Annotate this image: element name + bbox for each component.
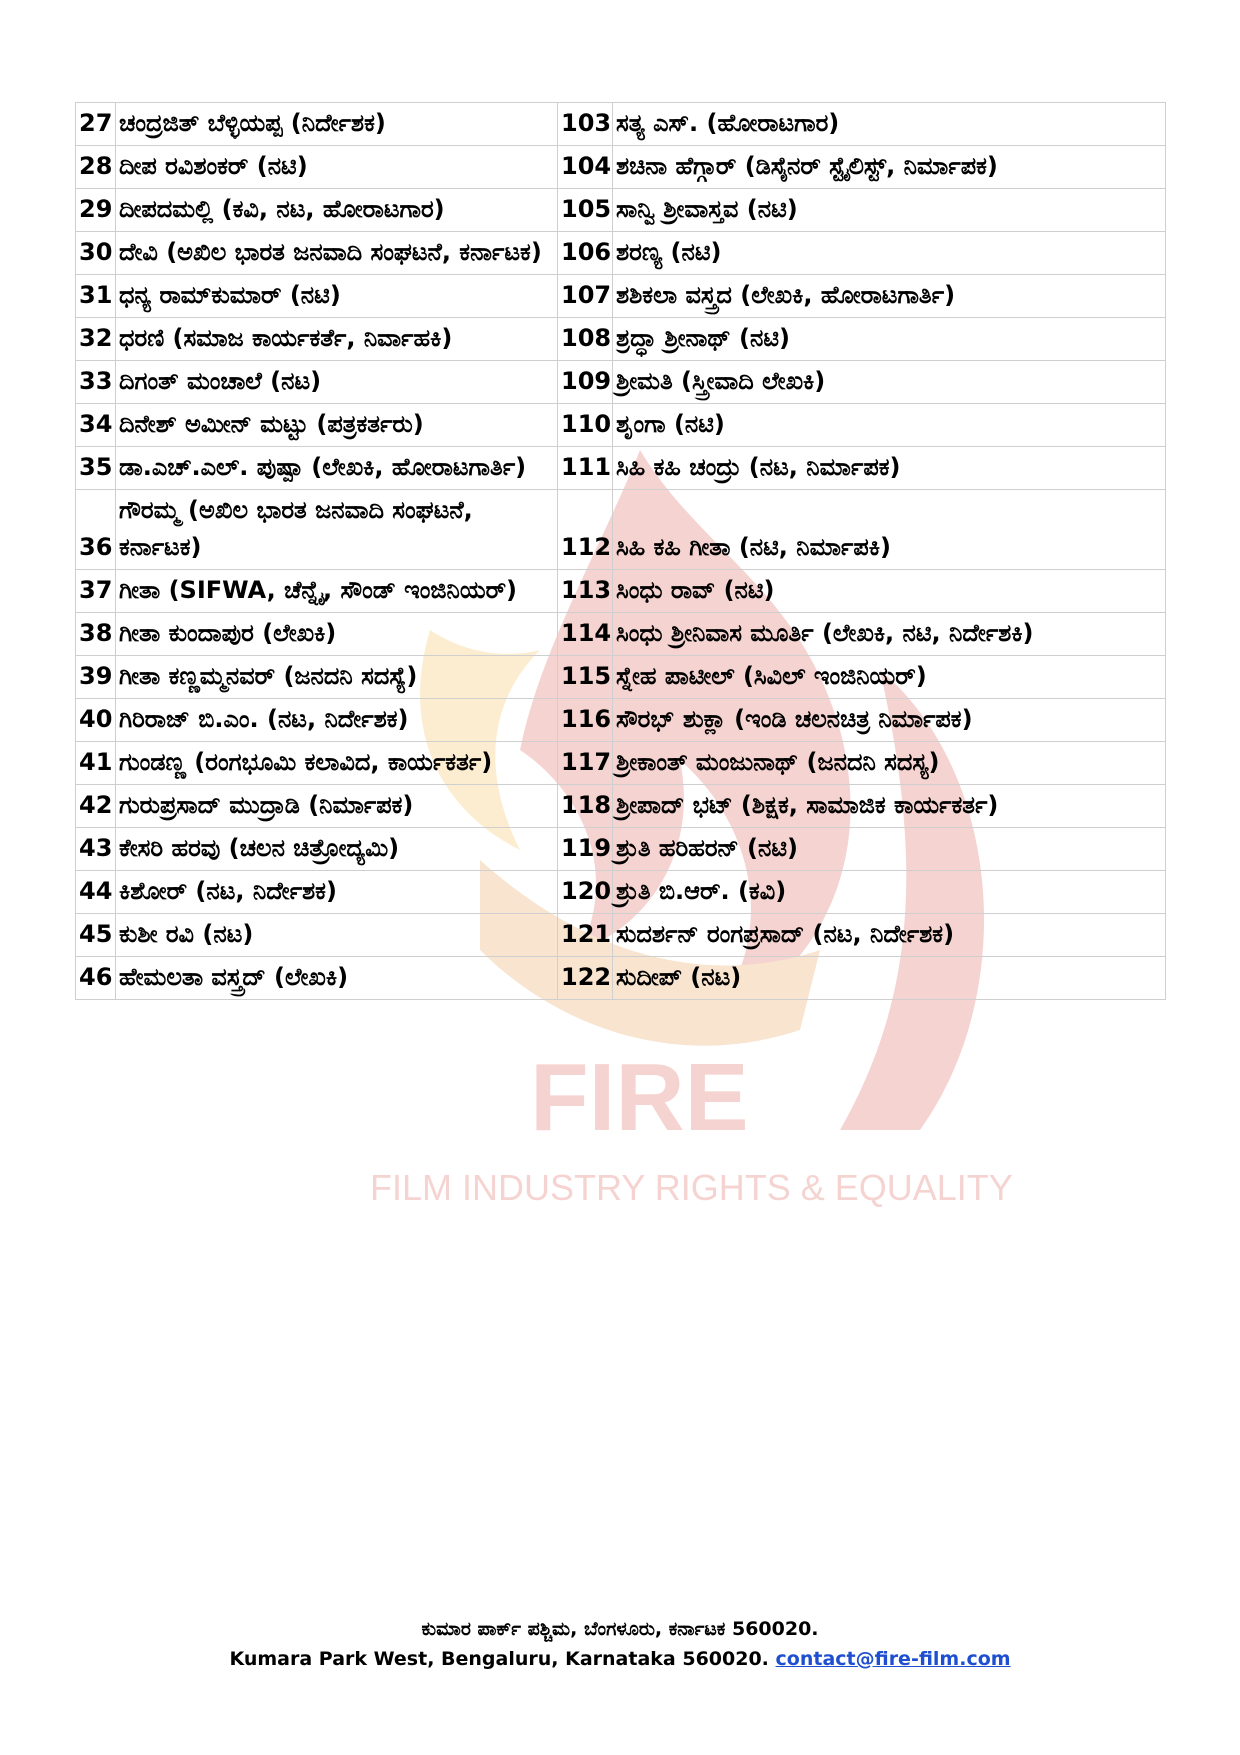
signatories-table-body (76, 103, 1166, 1000)
name-right: ಶ್ರೀಕಾಂತ್ ಮಂಜುನಾಥ್ (ಜನದನಿ ಸದಸ್ಯ) (613, 742, 1166, 785)
row-number-left: 29 (76, 189, 116, 232)
row-number-right: 109 (558, 361, 613, 404)
name-left: ದಿನೇಶ್ ಅಮೀನ್ ಮಟ್ಟು (ಪತ್ರಕರ್ತರು) (116, 404, 558, 447)
row-number-left: 32 (76, 318, 116, 361)
name-right: ಸಿಹಿ ಕಹಿ ಗೀತಾ (ನಟಿ, ನಿರ್ಮಾಪಕಿ) (613, 490, 1166, 570)
watermark-brand-text: FIRE (530, 1044, 749, 1151)
name-right: ಸತ್ಯ ಎಸ್. (ಹೋರಾಟಗಾರ) (613, 103, 1166, 146)
row-number-left: 31 (76, 275, 116, 318)
row-number-right: 121 (558, 914, 613, 957)
name-right: ಸಿಂಧು ಶ್ರೀನಿವಾಸ ಮೂರ್ತಿ (ಲೇಖಕಿ, ನಟಿ, ನಿರ್ದೇಶಕಿ) (613, 613, 1166, 656)
row-number-right: 118 (558, 785, 613, 828)
table-row (76, 699, 1166, 742)
name-left: ಗೀತಾ (SIFWA, ಚೆನ್ನೈ, ಸೌಂಡ್ ಇಂಜಿನಿಯರ್) (116, 570, 558, 613)
row-number-left: 41 (76, 742, 116, 785)
table-row (76, 656, 1166, 699)
name-left: ಕುಶೀ ರವಿ (ನಟ) (116, 914, 558, 957)
table-row (76, 742, 1166, 785)
name-right: ಸಾನ್ವಿ ಶ್ರೀವಾಸ್ತವ (ನಟಿ) (613, 189, 1166, 232)
row-number-right: 115 (558, 656, 613, 699)
table-row (76, 232, 1166, 275)
name-right: ಸೌರಭ್ ಶುಕ್ಲಾ (ಇಂಡಿ ಚಲನಚಿತ್ರ ನಿರ್ಮಾಪಕ) (613, 699, 1166, 742)
row-number-right: 112 (558, 490, 613, 570)
name-left: ಕೇಸರಿ ಹರವು (ಚಲನ ಚಿತ್ರೋದ್ಯಮಿ) (116, 828, 558, 871)
name-right: ಸಿಂಧು ರಾವ್ (ನಟಿ) (613, 570, 1166, 613)
table-row (76, 828, 1166, 871)
name-right: ಸುದರ್ಶನ್ ರಂಗಪ್ರಸಾದ್ (ನಟ, ನಿರ್ದೇಶಕ) (613, 914, 1166, 957)
name-right: ಶ್ರುತಿ ಬಿ.ಆರ್. (ಕವಿ) (613, 871, 1166, 914)
table-row (76, 570, 1166, 613)
name-left: ಗೀತಾ ಕುಂದಾಪುರ (ಲೇಖಕಿ) (116, 613, 558, 656)
row-number-right: 120 (558, 871, 613, 914)
row-number-right: 105 (558, 189, 613, 232)
name-left: ದೇವಿ (ಅಖಿಲ ಭಾರತ ಜನವಾದಿ ಸಂಘಟನೆ, ಕರ್ನಾಟಕ) (116, 232, 558, 275)
name-left: ಗುರುಪ್ರಸಾದ್ ಮುದ್ರಾಡಿ (ನಿರ್ಮಾಪಕ) (116, 785, 558, 828)
row-number-right: 119 (558, 828, 613, 871)
name-left: ಗುಂಡಣ್ಣ (ರಂಗಭೂಮಿ ಕಲಾವಿದ, ಕಾರ್ಯಕರ್ತ) (116, 742, 558, 785)
name-left: ಹೇಮಲತಾ ವಸ್ತ್ರದ್ (ಲೇಖಕಿ) (116, 957, 558, 1000)
row-number-left: 46 (76, 957, 116, 1000)
row-number-left: 36 (76, 490, 116, 570)
table-row (76, 146, 1166, 189)
footer-address-text: Kumara Park West, Bengaluru, Karnataka 560020. (229, 1648, 769, 1670)
row-number-right: 114 (558, 613, 613, 656)
name-left: ಗಿರಿರಾಜ್ ಬಿ.ಎಂ. (ನಟ, ನಿರ್ದೇಶಕ) (116, 699, 558, 742)
name-left: ಚಂದ್ರಜಿತ್ ಬೆಳ್ಳಿಯಪ್ಪ (ನಿರ್ದೇಶಕ) (116, 103, 558, 146)
table-row (76, 189, 1166, 232)
name-right: ಸುದೀಪ್ (ನಟ) (613, 957, 1166, 1000)
name-left: ಡಾ.ಎಚ್.ಎಲ್. ಪುಷ್ಪಾ (ಲೇಖಕಿ, ಹೋರಾಟಗಾರ್ತಿ) (116, 447, 558, 490)
row-number-right: 106 (558, 232, 613, 275)
name-right: ಶೃಂಗಾ (ನಟಿ) (613, 404, 1166, 447)
table-row (76, 914, 1166, 957)
contact-email-link[interactable]: contact@fire-film.com (775, 1648, 1011, 1670)
table-row (76, 404, 1166, 447)
table-row (76, 957, 1166, 1000)
row-number-left: 33 (76, 361, 116, 404)
row-number-right: 116 (558, 699, 613, 742)
row-number-left: 43 (76, 828, 116, 871)
row-number-left: 30 (76, 232, 116, 275)
name-right: ಶ್ರದ್ಧಾ ಶ್ರೀನಾಥ್ (ನಟಿ) (613, 318, 1166, 361)
name-right: ಶ್ರೀಮತಿ (ಸ್ತ್ರೀವಾದಿ ಲೇಖಕಿ) (613, 361, 1166, 404)
row-number-right: 108 (558, 318, 613, 361)
table-row (76, 318, 1166, 361)
table-row (76, 871, 1166, 914)
row-number-right: 122 (558, 957, 613, 1000)
name-right: ಶಚಿನಾ ಹೆಗ್ಗಾರ್ (ಡಿಸೈನರ್ ಸ್ಟೈಲಿಸ್ಟ್, ನಿರ್ಮಾಪಕ) (613, 146, 1166, 189)
name-left: ಧರಣಿ (ಸಮಾಜ ಕಾರ್ಯಕರ್ತೆ, ನಿರ್ವಾಹಕಿ) (116, 318, 558, 361)
table-row (76, 103, 1166, 146)
name-left: ಗೌರಮ್ಮ (ಅಖಿಲ ಭಾರತ ಜನವಾದಿ ಸಂಘಟನೆ, ಕರ್ನಾಟಕ) (116, 490, 558, 570)
table-row (76, 613, 1166, 656)
table-row (76, 490, 1166, 570)
row-number-left: 27 (76, 103, 116, 146)
table-row (76, 785, 1166, 828)
row-number-left: 34 (76, 404, 116, 447)
name-left: ದಿಗಂತ್ ಮಂಚಾಲೆ (ನಟ) (116, 361, 558, 404)
table-row (76, 361, 1166, 404)
row-number-left: 45 (76, 914, 116, 957)
row-number-left: 39 (76, 656, 116, 699)
row-number-left: 44 (76, 871, 116, 914)
name-left: ದೀಪ ರವಿಶಂಕರ್ (ನಟಿ) (116, 146, 558, 189)
row-number-right: 107 (558, 275, 613, 318)
name-right: ಶರಣ್ಯ (ನಟಿ) (613, 232, 1166, 275)
row-number-left: 40 (76, 699, 116, 742)
name-left: ಕಿಶೋರ್ (ನಟ, ನಿರ್ದೇಶಕ) (116, 871, 558, 914)
row-number-right: 103 (558, 103, 613, 146)
name-left: ದೀಪದಮಲ್ಲಿ (ಕವಿ, ನಟ, ಹೋರಾಟಗಾರ) (116, 189, 558, 232)
name-right: ಶ್ರೀಪಾದ್ ಭಟ್ (ಶಿಕ್ಷಕ, ಸಾಮಾಜಿಕ ಕಾರ್ಯಕರ್ತ) (613, 785, 1166, 828)
row-number-right: 110 (558, 404, 613, 447)
footer-address-kannada: ಕುಮಾರ ಪಾರ್ಕ್ ಪಶ್ಚಿಮ, ಬೆಂಗಳೂರು, ಕರ್ನಾಟಕ 560020. (421, 1618, 819, 1640)
watermark-tagline: FILM INDUSTRY RIGHTS & EQUALITY (370, 1167, 1013, 1208)
row-number-right: 113 (558, 570, 613, 613)
table-row (76, 447, 1166, 490)
table-row (76, 275, 1166, 318)
row-number-left: 28 (76, 146, 116, 189)
row-number-right: 117 (558, 742, 613, 785)
name-right: ಸ್ನೇಹ ಪಾಟೀಲ್ (ಸಿವಿಲ್ ಇಂಜಿನಿಯರ್) (613, 656, 1166, 699)
row-number-left: 37 (76, 570, 116, 613)
row-number-left: 35 (76, 447, 116, 490)
row-number-left: 42 (76, 785, 116, 828)
name-left: ಧನ್ಯ ರಾಮ್‌ಕುಮಾರ್ (ನಟಿ) (116, 275, 558, 318)
name-right: ಶ್ರುತಿ ಹರಿಹರನ್ (ನಟಿ) (613, 828, 1166, 871)
row-number-left: 38 (76, 613, 116, 656)
name-left: ಗೀತಾ ಕಣ್ಣಮ್ಮನವರ್ (ಜನದನಿ ಸದಸ್ಯೆ) (116, 656, 558, 699)
signatories-table (75, 102, 1166, 1000)
row-number-right: 111 (558, 447, 613, 490)
name-right: ಸಿಹಿ ಕಹಿ ಚಂದ್ರು (ನಟ, ನಿರ್ಮಾಪಕ) (613, 447, 1166, 490)
row-number-right: 104 (558, 146, 613, 189)
name-right: ಶಶಿಕಲಾ ವಸ್ತ್ರದ (ಲೇಖಕಿ, ಹೋರಾಟಗಾರ್ತಿ) (613, 275, 1166, 318)
footer-address-english (0, 1648, 1240, 1670)
